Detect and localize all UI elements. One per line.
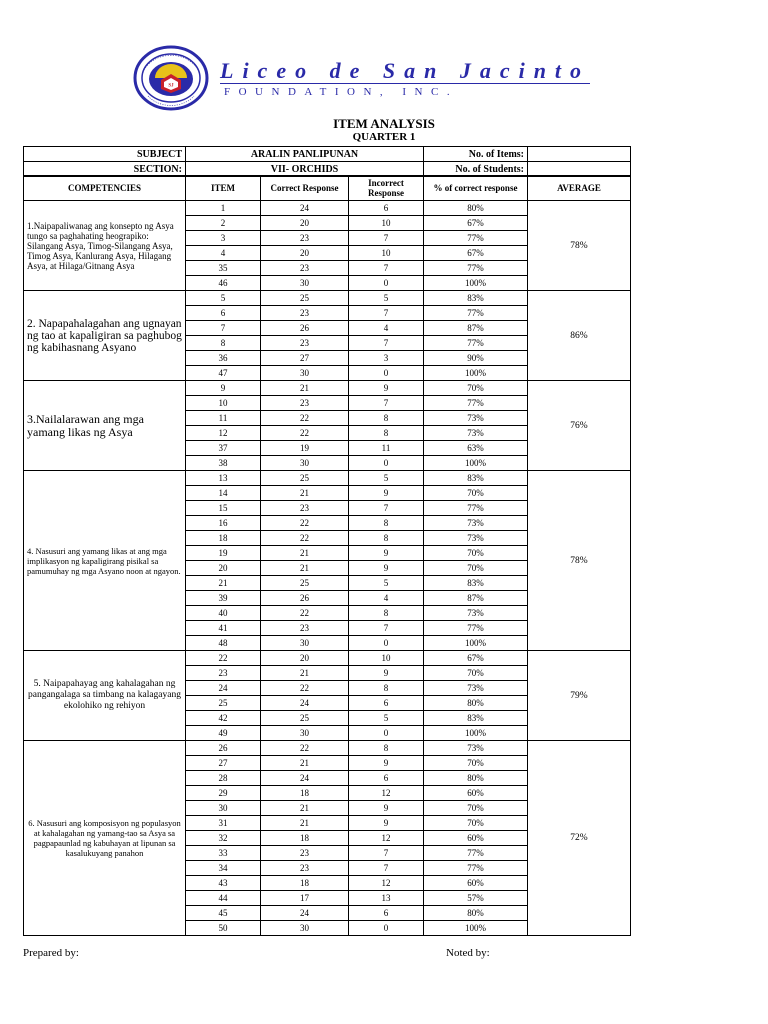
- item-number-cell: 42: [186, 711, 261, 726]
- average-header: AVERAGE: [528, 176, 631, 201]
- correct-count-cell: 25: [261, 711, 349, 726]
- incorrect-count-cell: 10: [349, 651, 424, 666]
- correct-count-cell: 24: [261, 696, 349, 711]
- table-row: [24, 381, 631, 396]
- item-number-cell: 21: [186, 576, 261, 591]
- percent-correct-cell: 77%: [424, 396, 528, 411]
- incorrect-count-cell: 8: [349, 531, 424, 546]
- percent-correct-cell: 77%: [424, 846, 528, 861]
- percent-correct-cell: 77%: [424, 261, 528, 276]
- incorrect-count-cell: 0: [349, 366, 424, 381]
- average-cell: 78%: [528, 471, 631, 651]
- competencies-header: COMPETENCIES: [24, 176, 186, 201]
- correct-count-cell: 23: [261, 231, 349, 246]
- incorrect-count-cell: 0: [349, 726, 424, 741]
- average-cell: 78%: [528, 201, 631, 291]
- item-number-cell: 28: [186, 771, 261, 786]
- item-number-cell: 12: [186, 426, 261, 441]
- item-number-cell: 9: [186, 381, 261, 396]
- incorrect-count-cell: 8: [349, 426, 424, 441]
- correct-count-cell: 30: [261, 726, 349, 741]
- incorrect-count-cell: 7: [349, 231, 424, 246]
- percent-correct-cell: 80%: [424, 201, 528, 216]
- item-header: ITEM: [186, 176, 261, 201]
- correct-count-cell: 23: [261, 846, 349, 861]
- meta-table: [23, 146, 631, 177]
- item-analysis-table: [23, 175, 631, 936]
- item-number-cell: 1: [186, 201, 261, 216]
- correct-count-cell: 24: [261, 201, 349, 216]
- percent-correct-cell: 77%: [424, 861, 528, 876]
- table-header-row: [24, 176, 631, 201]
- item-number-cell: 43: [186, 876, 261, 891]
- correct-count-cell: 22: [261, 516, 349, 531]
- incorrect-count-cell: 5: [349, 711, 424, 726]
- table-row: [24, 471, 631, 486]
- incorrect-count-cell: 9: [349, 816, 424, 831]
- correct-count-cell: 21: [261, 666, 349, 681]
- incorrect-count-cell: 9: [349, 381, 424, 396]
- incorrect-count-cell: 5: [349, 291, 424, 306]
- incorrect-count-cell: 6: [349, 771, 424, 786]
- incorrect-count-cell: 7: [349, 621, 424, 636]
- table-body: [24, 201, 631, 936]
- correct-count-cell: 24: [261, 771, 349, 786]
- percent-correct-cell: 70%: [424, 486, 528, 501]
- item-number-cell: 44: [186, 891, 261, 906]
- correct-count-cell: 20: [261, 651, 349, 666]
- incorrect-count-cell: 0: [349, 921, 424, 936]
- percent-correct-cell: 77%: [424, 501, 528, 516]
- correct-count-cell: 23: [261, 336, 349, 351]
- correct-response-header: Correct Response: [261, 176, 349, 201]
- percent-correct-cell: 70%: [424, 816, 528, 831]
- prepared-by-label: Prepared by:: [23, 947, 79, 959]
- item-number-cell: 4: [186, 246, 261, 261]
- item-number-cell: 48: [186, 636, 261, 651]
- competency-cell: 2. Napapahalagahan ang ugnayan ng tao at kapaligiran sa paghubog ng kabihasnang Asyano: [24, 291, 186, 381]
- incorrect-count-cell: 0: [349, 456, 424, 471]
- incorrect-count-cell: 0: [349, 276, 424, 291]
- item-number-cell: 25: [186, 696, 261, 711]
- students-count-label: No. of Students:: [424, 162, 528, 177]
- svg-text:SJ: SJ: [168, 83, 174, 89]
- subject-value: ARALIN PANLIPUNAN: [186, 147, 424, 162]
- item-number-cell: 50: [186, 921, 261, 936]
- correct-count-cell: 22: [261, 741, 349, 756]
- average-cell: 86%: [528, 291, 631, 381]
- average-cell: 76%: [528, 381, 631, 471]
- correct-count-cell: 23: [261, 501, 349, 516]
- item-number-cell: 24: [186, 681, 261, 696]
- item-number-cell: 7: [186, 321, 261, 336]
- percent-correct-cell: 83%: [424, 576, 528, 591]
- average-cell: 79%: [528, 651, 631, 741]
- percent-correct-cell: 100%: [424, 456, 528, 471]
- item-number-cell: 3: [186, 231, 261, 246]
- correct-count-cell: 22: [261, 531, 349, 546]
- percent-correct-cell: 80%: [424, 771, 528, 786]
- item-number-cell: 16: [186, 516, 261, 531]
- percent-correct-cell: 100%: [424, 636, 528, 651]
- incorrect-count-cell: 13: [349, 891, 424, 906]
- incorrect-count-cell: 7: [349, 861, 424, 876]
- correct-count-cell: 23: [261, 621, 349, 636]
- item-number-cell: 46: [186, 276, 261, 291]
- correct-count-cell: 24: [261, 906, 349, 921]
- percent-correct-cell: 70%: [424, 381, 528, 396]
- subject-label: SUBJECT: [24, 147, 186, 162]
- item-number-cell: 41: [186, 621, 261, 636]
- table-row: [24, 741, 631, 756]
- percent-correct-cell: 60%: [424, 786, 528, 801]
- incorrect-count-cell: 7: [349, 501, 424, 516]
- percent-correct-cell: 80%: [424, 696, 528, 711]
- percent-correct-cell: 70%: [424, 756, 528, 771]
- percent-correct-cell: 100%: [424, 726, 528, 741]
- percent-correct-cell: 87%: [424, 591, 528, 606]
- incorrect-response-header: Incorrect Response: [349, 176, 424, 201]
- correct-count-cell: 30: [261, 921, 349, 936]
- percent-correct-cell: 73%: [424, 741, 528, 756]
- percent-correct-cell: 67%: [424, 651, 528, 666]
- incorrect-count-cell: 6: [349, 696, 424, 711]
- item-number-cell: 23: [186, 666, 261, 681]
- section-label: SECTION:: [24, 162, 186, 177]
- percent-correct-cell: 77%: [424, 306, 528, 321]
- incorrect-count-cell: 4: [349, 321, 424, 336]
- item-number-cell: 19: [186, 546, 261, 561]
- correct-count-cell: 21: [261, 546, 349, 561]
- correct-count-cell: 25: [261, 291, 349, 306]
- school-name-rule: [220, 83, 590, 84]
- percent-correct-cell: 73%: [424, 531, 528, 546]
- percent-correct-cell: 70%: [424, 546, 528, 561]
- incorrect-count-cell: 9: [349, 666, 424, 681]
- noted-by-label: Noted by:: [446, 947, 490, 959]
- percent-correct-cell: 77%: [424, 231, 528, 246]
- percent-correct-cell: 60%: [424, 831, 528, 846]
- correct-count-cell: 22: [261, 411, 349, 426]
- item-number-cell: 13: [186, 471, 261, 486]
- incorrect-count-cell: 12: [349, 831, 424, 846]
- correct-count-cell: 20: [261, 246, 349, 261]
- competency-cell: 4. Nasusuri ang yamang likas at ang mga implikasyon ng kapaligirang pisikal sa pamumuhay ng mga Asyano noon at ngayon.: [24, 471, 186, 651]
- item-number-cell: 27: [186, 756, 261, 771]
- incorrect-count-cell: 5: [349, 471, 424, 486]
- incorrect-count-cell: 6: [349, 906, 424, 921]
- percent-correct-cell: 70%: [424, 801, 528, 816]
- incorrect-count-cell: 3: [349, 351, 424, 366]
- incorrect-count-cell: 7: [349, 336, 424, 351]
- percent-correct-cell: 83%: [424, 711, 528, 726]
- item-number-cell: 45: [186, 906, 261, 921]
- correct-count-cell: 23: [261, 396, 349, 411]
- school-header: [126, 44, 596, 114]
- incorrect-count-cell: 0: [349, 636, 424, 651]
- item-number-cell: 37: [186, 441, 261, 456]
- item-number-cell: 15: [186, 501, 261, 516]
- incorrect-count-cell: 10: [349, 246, 424, 261]
- item-number-cell: 40: [186, 606, 261, 621]
- percent-correct-cell: 73%: [424, 411, 528, 426]
- percent-correct-cell: 77%: [424, 621, 528, 636]
- competency-cell: 1.Naipapaliwanag ang konsepto ng Asya tungo sa paghahating heograpiko: Silangang Asya, Timog-Silangang Asya, Timog Asya, Kanlurang Asya, Hilagang Asya, at Hilaga/Gitnang Asya: [24, 201, 186, 291]
- correct-count-cell: 18: [261, 876, 349, 891]
- percent-correct-cell: 70%: [424, 561, 528, 576]
- item-number-cell: 36: [186, 351, 261, 366]
- item-number-cell: 6: [186, 306, 261, 321]
- item-number-cell: 39: [186, 591, 261, 606]
- incorrect-count-cell: 12: [349, 876, 424, 891]
- item-number-cell: 5: [186, 291, 261, 306]
- school-seal-logo: [126, 44, 216, 112]
- percent-correct-cell: 70%: [424, 666, 528, 681]
- correct-count-cell: 22: [261, 606, 349, 621]
- document-quarter: QUARTER 1: [352, 131, 416, 143]
- document-title: ITEM ANALYSIS: [333, 116, 435, 131]
- item-number-cell: 31: [186, 816, 261, 831]
- correct-count-cell: 30: [261, 456, 349, 471]
- percent-correct-cell: 67%: [424, 246, 528, 261]
- correct-count-cell: 22: [261, 426, 349, 441]
- incorrect-count-cell: 8: [349, 741, 424, 756]
- percent-correct-cell: 87%: [424, 321, 528, 336]
- percent-correct-cell: 67%: [424, 216, 528, 231]
- correct-count-cell: 23: [261, 306, 349, 321]
- correct-count-cell: 21: [261, 756, 349, 771]
- correct-count-cell: 30: [261, 366, 349, 381]
- percent-correct-cell: 63%: [424, 441, 528, 456]
- incorrect-count-cell: 6: [349, 201, 424, 216]
- incorrect-count-cell: 5: [349, 576, 424, 591]
- items-count-label: No. of Items:: [424, 147, 528, 162]
- item-number-cell: 18: [186, 531, 261, 546]
- incorrect-count-cell: 8: [349, 606, 424, 621]
- percent-correct-cell: 100%: [424, 276, 528, 291]
- section-value: VII- ORCHIDS: [186, 162, 424, 177]
- correct-count-cell: 22: [261, 681, 349, 696]
- item-number-cell: 34: [186, 861, 261, 876]
- incorrect-count-cell: 8: [349, 411, 424, 426]
- competency-cell: 5. Naipapahayag ang kahalagahan ng pangangalaga sa timbang na kalagayang ekolohiko ng rehiyon: [24, 651, 186, 741]
- percent-correct-cell: 80%: [424, 906, 528, 921]
- correct-count-cell: 21: [261, 801, 349, 816]
- incorrect-count-cell: 12: [349, 786, 424, 801]
- incorrect-count-cell: 8: [349, 516, 424, 531]
- correct-count-cell: 26: [261, 321, 349, 336]
- percent-correct-cell: 73%: [424, 681, 528, 696]
- correct-count-cell: 21: [261, 816, 349, 831]
- percent-correct-cell: 57%: [424, 891, 528, 906]
- correct-count-cell: 19: [261, 441, 349, 456]
- item-number-cell: 20: [186, 561, 261, 576]
- item-number-cell: 47: [186, 366, 261, 381]
- table-row: [24, 201, 631, 216]
- incorrect-count-cell: 4: [349, 591, 424, 606]
- school-subtitle: FOUNDATION, INC.: [224, 86, 459, 98]
- incorrect-count-cell: 9: [349, 486, 424, 501]
- incorrect-count-cell: 10: [349, 216, 424, 231]
- incorrect-count-cell: 8: [349, 681, 424, 696]
- item-number-cell: 10: [186, 396, 261, 411]
- competency-cell: 3.Nailalarawan ang mga yamang likas ng Asya: [24, 381, 186, 471]
- correct-count-cell: 30: [261, 276, 349, 291]
- correct-count-cell: 21: [261, 381, 349, 396]
- items-count-value: [528, 147, 631, 162]
- percent-correct-cell: 100%: [424, 366, 528, 381]
- correct-count-cell: 23: [261, 861, 349, 876]
- percent-correct-cell: 90%: [424, 351, 528, 366]
- correct-count-cell: 20: [261, 216, 349, 231]
- table-row: [24, 291, 631, 306]
- correct-count-cell: 26: [261, 591, 349, 606]
- incorrect-count-cell: 7: [349, 261, 424, 276]
- item-number-cell: 26: [186, 741, 261, 756]
- school-name: Liceo de San Jacinto: [220, 58, 591, 83]
- item-number-cell: 11: [186, 411, 261, 426]
- item-number-cell: 2: [186, 216, 261, 231]
- item-number-cell: 22: [186, 651, 261, 666]
- item-number-cell: 8: [186, 336, 261, 351]
- table-row: [24, 651, 631, 666]
- item-number-cell: 38: [186, 456, 261, 471]
- average-cell: 72%: [528, 741, 631, 936]
- correct-count-cell: 21: [261, 561, 349, 576]
- percent-correct-cell: 73%: [424, 426, 528, 441]
- percent-correct-cell: 83%: [424, 471, 528, 486]
- item-number-cell: 33: [186, 846, 261, 861]
- correct-count-cell: 17: [261, 891, 349, 906]
- percent-correct-cell: 77%: [424, 336, 528, 351]
- incorrect-count-cell: 9: [349, 756, 424, 771]
- percent-correct-cell: 83%: [424, 291, 528, 306]
- percent-correct-header: % of correct response: [424, 176, 528, 201]
- correct-count-cell: 25: [261, 471, 349, 486]
- correct-count-cell: 23: [261, 261, 349, 276]
- incorrect-count-cell: 9: [349, 561, 424, 576]
- incorrect-count-cell: 7: [349, 306, 424, 321]
- percent-correct-cell: 73%: [424, 606, 528, 621]
- incorrect-count-cell: 11: [349, 441, 424, 456]
- item-number-cell: 32: [186, 831, 261, 846]
- item-number-cell: 14: [186, 486, 261, 501]
- correct-count-cell: 30: [261, 636, 349, 651]
- item-number-cell: 29: [186, 786, 261, 801]
- correct-count-cell: 18: [261, 831, 349, 846]
- item-number-cell: 35: [186, 261, 261, 276]
- correct-count-cell: 21: [261, 486, 349, 501]
- incorrect-count-cell: 9: [349, 546, 424, 561]
- correct-count-cell: 27: [261, 351, 349, 366]
- item-number-cell: 49: [186, 726, 261, 741]
- competency-cell: 6. Nasusuri ang komposisyon ng populasyon at kahalagahan ng yamang-tao sa Asya sa pagpapaunlad ng kabuhayan at lipunan sa kasalukuyang panahon: [24, 741, 186, 936]
- item-number-cell: 30: [186, 801, 261, 816]
- correct-count-cell: 18: [261, 786, 349, 801]
- percent-correct-cell: 60%: [424, 876, 528, 891]
- incorrect-count-cell: 7: [349, 396, 424, 411]
- percent-correct-cell: 73%: [424, 516, 528, 531]
- incorrect-count-cell: 9: [349, 801, 424, 816]
- correct-count-cell: 25: [261, 576, 349, 591]
- percent-correct-cell: 100%: [424, 921, 528, 936]
- incorrect-count-cell: 7: [349, 846, 424, 861]
